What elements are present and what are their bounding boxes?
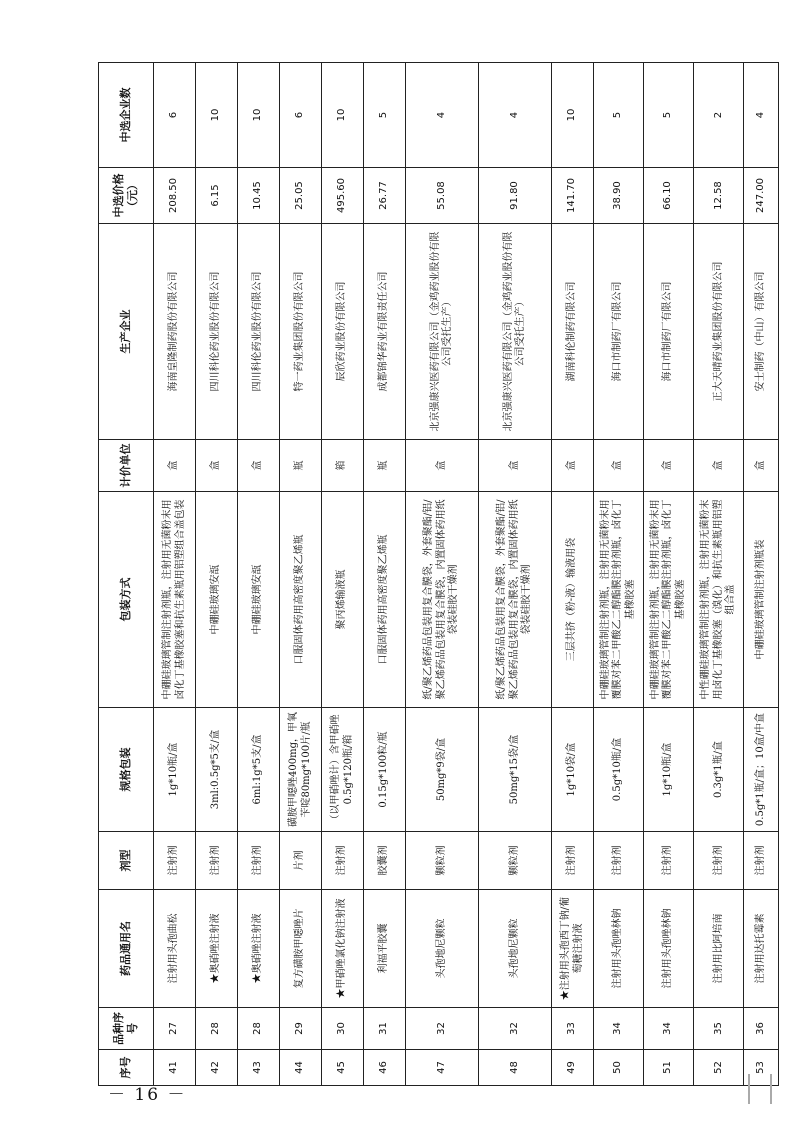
cell-company-count: 10 — [552, 63, 594, 168]
cell-packaging: 中硼硅玻璃管制注射剂瓶，注射用无菌粉末用卤化丁基橡胶塞和抗生素瓶用铝塑组合盖包装 — [154, 492, 196, 708]
table-row — [479, 63, 552, 1086]
cell-company-count: 2 — [694, 63, 744, 168]
cell-variety-seq: 33 — [552, 1008, 594, 1050]
cell-dosage-form: 颗粒剂 — [479, 832, 552, 890]
header-spec: 规格包装 — [99, 708, 154, 832]
cell-manufacturer: 海口市制药厂有限公司 — [594, 224, 644, 440]
table-row — [744, 63, 779, 1086]
cell-price: 38.90 — [594, 168, 644, 224]
cell-dosage-form: 注射剂 — [694, 832, 744, 890]
cell-price: 10.45 — [238, 168, 280, 224]
cell-seq: 44 — [280, 1050, 322, 1086]
cell-unit: 盒 — [154, 440, 196, 492]
cell-manufacturer: 四川科伦药业股份有限公司 — [196, 224, 238, 440]
header-unit: 计价单位 — [99, 440, 154, 492]
binding-margin-mark — [748, 1074, 750, 1104]
cell-dosage-form: 注射剂 — [644, 832, 694, 890]
cell-unit: 盒 — [196, 440, 238, 492]
table-row — [644, 63, 694, 1086]
cell-unit: 瓶 — [280, 440, 322, 492]
cell-manufacturer: 安士制药（中山）有限公司 — [744, 224, 779, 440]
cell-company-count: 4 — [744, 63, 779, 168]
cell-unit: 盒 — [694, 440, 744, 492]
header-company-count: 中选企业数 — [99, 63, 154, 168]
cell-packaging: 纸/聚乙烯药品包装用复合膜袋，外套聚酯/铝/聚乙烯药品包装用复合膜袋，内置固体药用纸袋装硅胶干燥剂 — [406, 492, 479, 708]
cell-company-count: 6 — [280, 63, 322, 168]
cell-variety-seq: 35 — [694, 1008, 744, 1050]
cell-price: 26.77 — [364, 168, 406, 224]
cell-packaging: 中硼硅玻璃安瓿 — [196, 492, 238, 708]
cell-packaging: 口服固体药用高密度聚乙烯瓶 — [280, 492, 322, 708]
cell-manufacturer: 北京强康兴医药有限公司（金鸡药业股份有限公司受托生产） — [406, 224, 479, 440]
cell-dosage-form: 注射剂 — [322, 832, 364, 890]
cell-manufacturer: 北京强康兴医药有限公司（金鸡药业股份有限公司受托生产） — [479, 224, 552, 440]
cell-variety-seq: 27 — [154, 1008, 196, 1050]
cell-variety-seq: 32 — [406, 1008, 479, 1050]
rotated-page-content — [98, 63, 779, 1086]
cell-spec: 1g*10瓶/盒 — [154, 708, 196, 832]
cell-packaging: 中性硼硅玻璃管制注射剂瓶，注射用无菌粉末用卤化丁基橡胶塞（溴化）和抗生素瓶用铝塑组合盖 — [694, 492, 744, 708]
cell-seq: 51 — [644, 1050, 694, 1086]
cell-seq: 43 — [238, 1050, 280, 1086]
cell-unit: 盒 — [594, 440, 644, 492]
table-header-row — [99, 63, 154, 1086]
cell-seq: 42 — [196, 1050, 238, 1086]
cell-packaging: 中硼硅玻璃管制注射剂瓶装 — [744, 492, 779, 708]
cell-unit: 盒 — [406, 440, 479, 492]
cell-seq: 45 — [322, 1050, 364, 1086]
cell-dosage-form: 注射剂 — [552, 832, 594, 890]
cell-spec: 3ml:0.5g*5支/盒 — [196, 708, 238, 832]
binding-margin-mark — [770, 1074, 772, 1104]
cell-unit: 盒 — [744, 440, 779, 492]
table-row — [238, 63, 280, 1086]
page-number: － 16 － — [108, 1085, 187, 1105]
cell-dosage-form: 注射剂 — [238, 832, 280, 890]
cell-drug-name: 注射用头孢唑林钠 — [644, 890, 694, 1008]
cell-variety-seq: 29 — [280, 1008, 322, 1050]
cell-packaging: 三层共挤（粉-液）输液用袋 — [552, 492, 594, 708]
cell-dosage-form: 注射剂 — [594, 832, 644, 890]
cell-manufacturer: 正大天晴药业集团股份有限公司 — [694, 224, 744, 440]
cell-dosage-form: 胶囊剂 — [364, 832, 406, 890]
cell-price: 66.10 — [644, 168, 694, 224]
table-body — [154, 63, 779, 1086]
cell-price: 91.80 — [479, 168, 552, 224]
cell-drug-name: 复方磺胺甲噁唑片 — [280, 890, 322, 1008]
cell-spec: 1g*10袋/盒 — [552, 708, 594, 832]
cell-packaging: 中硼硅玻璃管制注射剂瓶，注射用无菌粉末用覆膜对苯二甲酸乙二醇酯膜注射剂瓶，卤化丁基橡胶塞 — [594, 492, 644, 708]
cell-variety-seq: 32 — [479, 1008, 552, 1050]
cell-company-count: 5 — [594, 63, 644, 168]
cell-price: 495.60 — [322, 168, 364, 224]
cell-seq: 46 — [364, 1050, 406, 1086]
cell-variety-seq: 34 — [594, 1008, 644, 1050]
cell-dosage-form: 片剂 — [280, 832, 322, 890]
header-dosage-form: 剂型 — [99, 832, 154, 890]
cell-spec: 50mg*15袋/盒 — [479, 708, 552, 832]
cell-spec: 磺胺甲噁唑400mg，甲氧苄啶80mg*100片/瓶 — [280, 708, 322, 832]
cell-drug-name: 头孢地尼颗粒 — [479, 890, 552, 1008]
cell-company-count: 4 — [479, 63, 552, 168]
cell-unit: 瓶 — [364, 440, 406, 492]
cell-seq: 41 — [154, 1050, 196, 1086]
cell-spec: 0.5g*1瓶/盒；10盒/中盒 — [744, 708, 779, 832]
cell-price: 141.70 — [552, 168, 594, 224]
header-packaging: 包装方式 — [99, 492, 154, 708]
cell-spec: 0.15g*100粒/瓶 — [364, 708, 406, 832]
cell-manufacturer: 海南皇隆制药股份有限公司 — [154, 224, 196, 440]
cell-price: 247.00 — [744, 168, 779, 224]
cell-seq: 48 — [479, 1050, 552, 1086]
cell-unit: 盒 — [644, 440, 694, 492]
cell-seq: 53 — [744, 1050, 779, 1086]
table-row — [694, 63, 744, 1086]
cell-spec: 0.3g*1瓶/盒 — [694, 708, 744, 832]
cell-variety-seq: 28 — [196, 1008, 238, 1050]
table-row — [594, 63, 644, 1086]
cell-dosage-form: 颗粒剂 — [406, 832, 479, 890]
cell-variety-seq: 31 — [364, 1008, 406, 1050]
cell-spec: 6ml:1g*5支/盒 — [238, 708, 280, 832]
cell-dosage-form: 注射剂 — [196, 832, 238, 890]
cell-company-count: 5 — [644, 63, 694, 168]
cell-drug-name: 注射用头孢唑林钠 — [594, 890, 644, 1008]
cell-manufacturer: 辰欣药业股份有限公司 — [322, 224, 364, 440]
table-row — [406, 63, 479, 1086]
cell-variety-seq: 28 — [238, 1008, 280, 1050]
cell-drug-name: ★奥硝唑注射液 — [196, 890, 238, 1008]
cell-manufacturer: 特一药业集团股份有限公司 — [280, 224, 322, 440]
cell-price: 25.05 — [280, 168, 322, 224]
table-row — [552, 63, 594, 1086]
cell-packaging: 中硼硅玻璃管制注射剂瓶，注射用无菌粉末用覆膜对苯二甲酸乙二醇酯膜注射剂瓶，卤化丁基橡胶塞 — [644, 492, 694, 708]
cell-company-count: 4 — [406, 63, 479, 168]
cell-price: 55.08 — [406, 168, 479, 224]
cell-spec: （以甲硝唑计）含甲硝唑0.5g*120瓶/箱 — [322, 708, 364, 832]
cell-price: 6.15 — [196, 168, 238, 224]
cell-unit: 盒 — [238, 440, 280, 492]
cell-spec: 1g*10瓶/盒 — [644, 708, 694, 832]
cell-dosage-form: 注射剂 — [744, 832, 779, 890]
cell-company-count: 10 — [196, 63, 238, 168]
cell-drug-name: ★甲硝唑氯化钠注射液 — [322, 890, 364, 1008]
table-row — [364, 63, 406, 1086]
cell-manufacturer: 海口市制药厂有限公司 — [644, 224, 694, 440]
cell-seq: 52 — [694, 1050, 744, 1086]
table-row — [322, 63, 364, 1086]
cell-drug-name: 利福平胶囊 — [364, 890, 406, 1008]
cell-drug-name: ★奥硝唑注射液 — [238, 890, 280, 1008]
cell-variety-seq: 30 — [322, 1008, 364, 1050]
cell-packaging: 聚丙烯输液瓶 — [322, 492, 364, 708]
cell-spec: 50mg*9袋/盒 — [406, 708, 479, 832]
cell-dosage-form: 注射剂 — [154, 832, 196, 890]
header-seq: 序号 — [99, 1050, 154, 1086]
cell-variety-seq: 36 — [744, 1008, 779, 1050]
cell-unit: 盒 — [479, 440, 552, 492]
table-row — [196, 63, 238, 1086]
table-row — [280, 63, 322, 1086]
cell-price: 12.58 — [694, 168, 744, 224]
cell-company-count: 6 — [154, 63, 196, 168]
cell-seq: 50 — [594, 1050, 644, 1086]
cell-drug-name: 头孢地尼颗粒 — [406, 890, 479, 1008]
cell-packaging: 中硼硅玻璃安瓿 — [238, 492, 280, 708]
drug-selection-table — [98, 62, 779, 1086]
header-manufacturer: 生产企业 — [99, 224, 154, 440]
cell-company-count: 10 — [322, 63, 364, 168]
cell-unit: 箱 — [322, 440, 364, 492]
cell-drug-name: 注射用比阿培南 — [694, 890, 744, 1008]
header-price: 中选价格（元） — [99, 168, 154, 224]
cell-seq: 49 — [552, 1050, 594, 1086]
cell-variety-seq: 34 — [644, 1008, 694, 1050]
cell-manufacturer: 四川科伦药业股份有限公司 — [238, 224, 280, 440]
cell-drug-name: 注射用头孢曲松 — [154, 890, 196, 1008]
cell-seq: 47 — [406, 1050, 479, 1086]
header-variety-seq: 品种序号 — [99, 1008, 154, 1050]
cell-company-count: 5 — [364, 63, 406, 168]
cell-drug-name: ★注射用头孢西丁钠/葡萄糖注射液 — [552, 890, 594, 1008]
cell-packaging: 口服固体药用高密度聚乙烯瓶 — [364, 492, 406, 708]
header-drug-name: 药品通用名 — [99, 890, 154, 1008]
cell-manufacturer: 成都锦华药业有限责任公司 — [364, 224, 406, 440]
cell-manufacturer: 湖南科伦制药有限公司 — [552, 224, 594, 440]
cell-price: 208.50 — [154, 168, 196, 224]
cell-unit: 盒 — [552, 440, 594, 492]
cell-company-count: 10 — [238, 63, 280, 168]
table-row — [154, 63, 196, 1086]
cell-drug-name: 注射用达托霉素 — [744, 890, 779, 1008]
cell-spec: 0.5g*10瓶/盒 — [594, 708, 644, 832]
cell-packaging: 纸/聚乙烯药品包装用复合膜袋，外套聚酯/铝/聚乙烯药品包装用复合膜袋，内置固体药用纸袋装硅胶干燥剂 — [479, 492, 552, 708]
